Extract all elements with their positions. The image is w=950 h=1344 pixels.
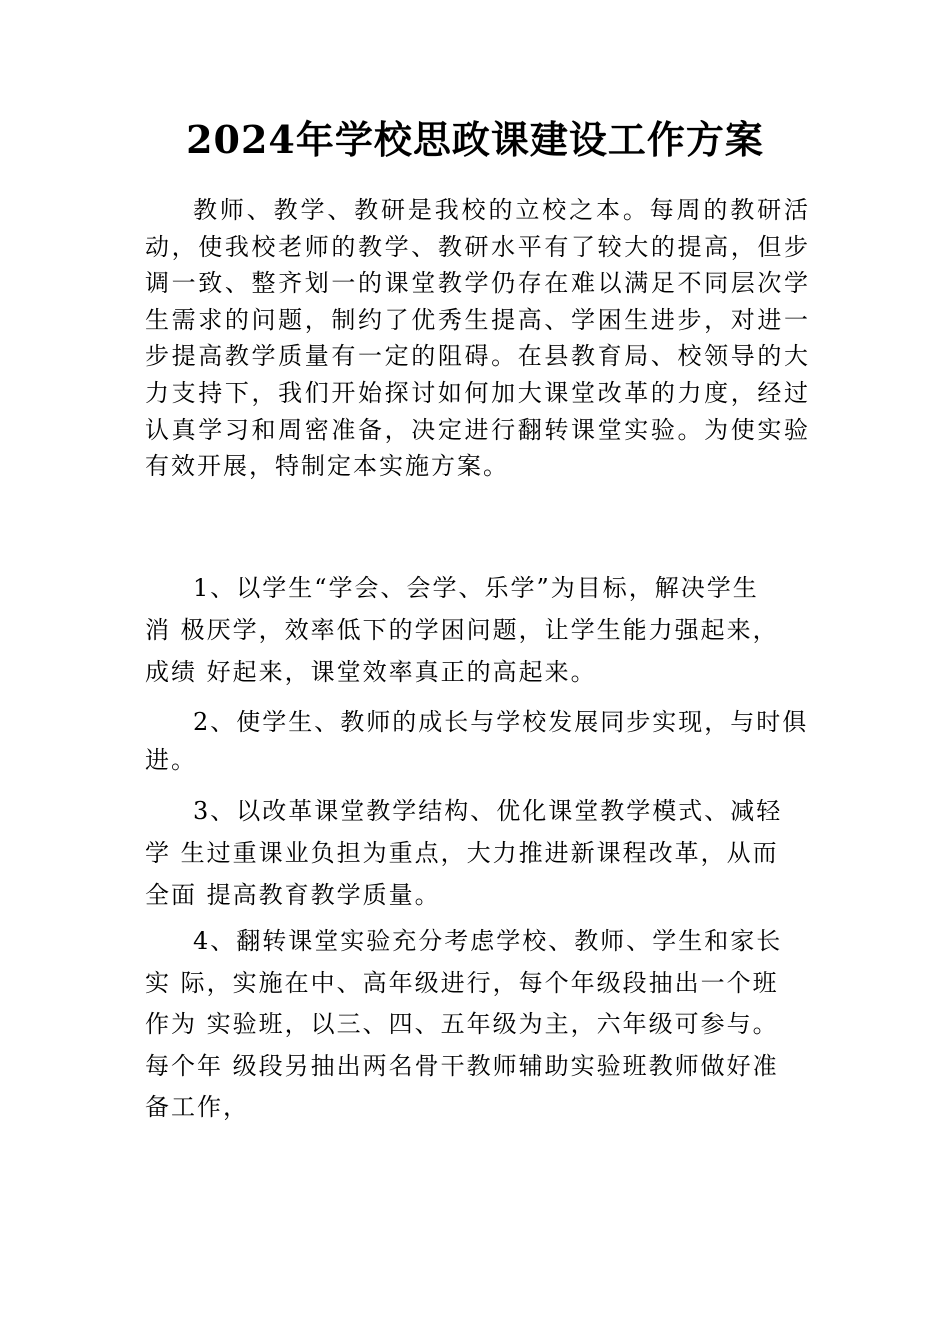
- list-item: [145, 567, 810, 693]
- list-item-line: 学 生过重课业负担为重点，大力推进新课程改革，从而: [145, 839, 779, 867]
- document-title: 2024年学校思政课建设工作方案: [186, 117, 764, 162]
- list-item-line: 实 际，实施在中、高年级进行，每个年级段抽出一个班: [145, 968, 779, 997]
- list-item-line: 3、以改革课堂教学结构、优化课堂教学模式、减轻: [193, 797, 783, 825]
- list-item: [145, 921, 810, 1129]
- list-item-line: 4、翻转课堂实验充分考虑学校、教师、学生和家长: [193, 927, 783, 955]
- intro-paragraph: 教师、教学、教研是我校的立校之本。每周的教研活动，使我校老师的教学、教研水平有了较大的提高，但步调一致、整齐划一的课堂教学仍存在难以满足不同层次学生需求的问题，制约了优秀生提高、学困生进步，对进一步提高教学质量有一定的阻碍。在县教育局、校领导的大力支持下，我们开始探讨如何加大课堂改革的力度，经过认真学习和周密准备，决定进行翻转课堂实验。为使实验有效开展，特制定本实施方案。: [145, 196, 810, 481]
- list-item-line: 1、以学生“学会、会学、乐学”为目标，解决学生: [193, 574, 759, 602]
- list-item-line: 进。: [145, 746, 197, 774]
- list-item-line: 全面 提高教育教学质量。: [145, 881, 441, 909]
- list-item-line: 作为 实验班，以三、四、五年级为主，六年级可参与。: [145, 1010, 779, 1038]
- list-item-line: 备工作，: [145, 1093, 249, 1121]
- list-item: [145, 790, 810, 916]
- list-item-line: 每个年 级段另抽出两名骨干教师辅助实验班教师做好准: [145, 1051, 779, 1080]
- list-item-line: 消 极厌学，效率低下的学困问题，让学生能力强起来，: [145, 616, 779, 644]
- list-item: [145, 703, 810, 779]
- list-item-line: 2、使学生、教师的成长与学校发展同步实现，与时俱: [193, 708, 809, 736]
- list-item-line: 成绩 好起来，课堂效率真正的高起来。: [145, 658, 597, 686]
